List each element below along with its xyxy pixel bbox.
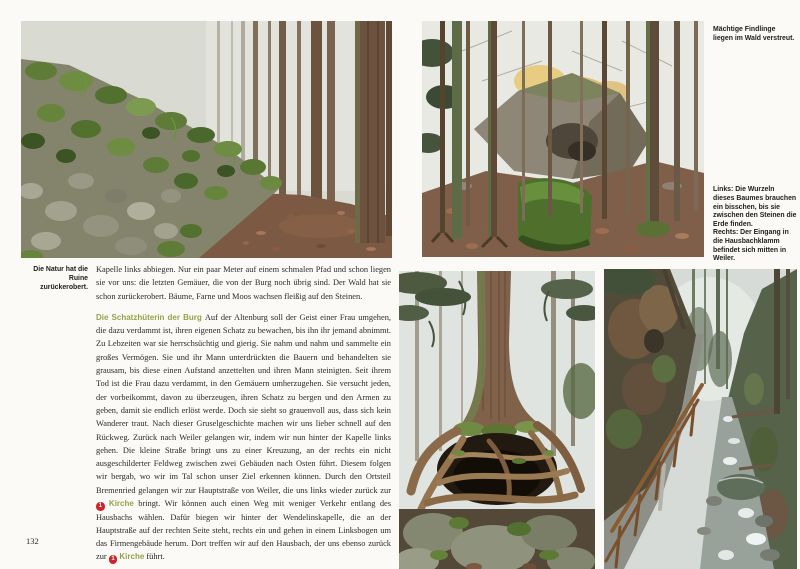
body-text-run: Auf der Altenburg soll der Geist einer Frau umgehen, die dazu verdammt ist, ihren eigenen Schatz zu bewachen, bis ihn ihr jemand abnimmt. Zu Lebzeiten war sie herrschsüchtig und gierig. Sie nahm und nahm und sammelte ein großes Vermögen. Sie und ihr Mann unterdrückten die Bauern und behandelten sie grausam, bis diese einen Aufstand anzettelten und ihren Mann steinigten. Seit ihrem Tod ist die Frau dazu verdammt, in den Gemäuern umherzugehen. Sie versucht jeden, der vorbeikommt, davon zu überzeugen, ihren Schatz zu bergen und den Armen zu geben, damit sie endlich erlöst werde. Doch sie sieht so grauenvoll aus, dass sich kein Wanderer traut. Nach dieser Gruselgeschichte machen wir uns lieber schnell auf den Rückweg. Zurück nach Weiler gelangen wir, indem wir nun hinter der Kapelle links gehen. Die kleine Straße bringt uns zu einer Kreuzung, an der rechts ein nicht ausgeschilderter Feldweg zwischen zwei Gebäuden nach Osten führt. Diesem folgen wir bergab, wo wir im Tal schon unser Ziel erkennen können. Durch den Ortsteil Bremenried gelangen wir zur Hauptstraße von Weiler, die uns links wieder zurück zur — [96, 312, 391, 495]
inline-heading-schatzhueterin: Die Schatzhüterin der Burg — [96, 312, 205, 322]
page-number: 132 — [26, 536, 39, 546]
waypoint-kirche-link: Kirche — [108, 499, 134, 509]
waypoint-kirche-link: Kirche — [119, 552, 145, 562]
paragraph-ruin: Kapelle links abbiegen. Nur ein paar Meter auf einem schmalen Pfad und schon liegen sie vor uns: die letzten Gemäuer, die von der Burg noch übrig sind. Der Wald hat sie schon zurückerobert. Bäume, Farne und Moos wachsen fleißig auf den Steinen. — [96, 265, 391, 301]
photo-tree-roots-illustration — [399, 271, 595, 569]
photo-tree-roots — [399, 271, 595, 569]
photo-forest-findling — [422, 21, 704, 257]
photo-caption-ruin: Die Natur hat die Ruine zurückerobert. — [33, 266, 88, 291]
photo-gorge-stream-illustration — [604, 269, 797, 569]
paragraph-legend — [96, 311, 391, 564]
body-text-run: bringt. Wir können auch einen Weg mit weniger Verkehr entlang des Hausbachs wählen. Dafür biegen wir hinter der Wendelinskapelle, die an der Hauptstraße auf der rechten Seite steht, rechts ein und gehen in einem Linksbogen um das Firmengebäude herum. Dort treffen wir auf den Hausbach, der uns ebenso zurück zur — [96, 499, 391, 562]
photo-mossy-ruin-wall — [21, 21, 392, 258]
photo-mossy-ruin-wall-illustration — [21, 21, 392, 258]
photo-forest-findling-illustration — [422, 21, 704, 257]
body-text-run: führt. — [144, 552, 165, 562]
waypoint-1-marker: 1 — [96, 502, 105, 511]
waypoint-1-marker: 1 — [109, 555, 118, 564]
photo-caption-findlinge: Mächtige Findlinge liegen im Wald verstreut. — [713, 26, 795, 42]
body-text-column — [96, 263, 391, 564]
photo-caption-wurzeln: Links: Die Wurzeln dieses Baumes brauchen ein bisschen, bis sie zwischen den Steinen die Erde finden. — [713, 186, 797, 229]
photo-gorge-stream-railing — [604, 269, 797, 569]
photo-caption-hausbachklamm: Rechts: Der Eingang in die Hausbachklamm befindet sich mitten in Weiler. — [713, 229, 789, 263]
